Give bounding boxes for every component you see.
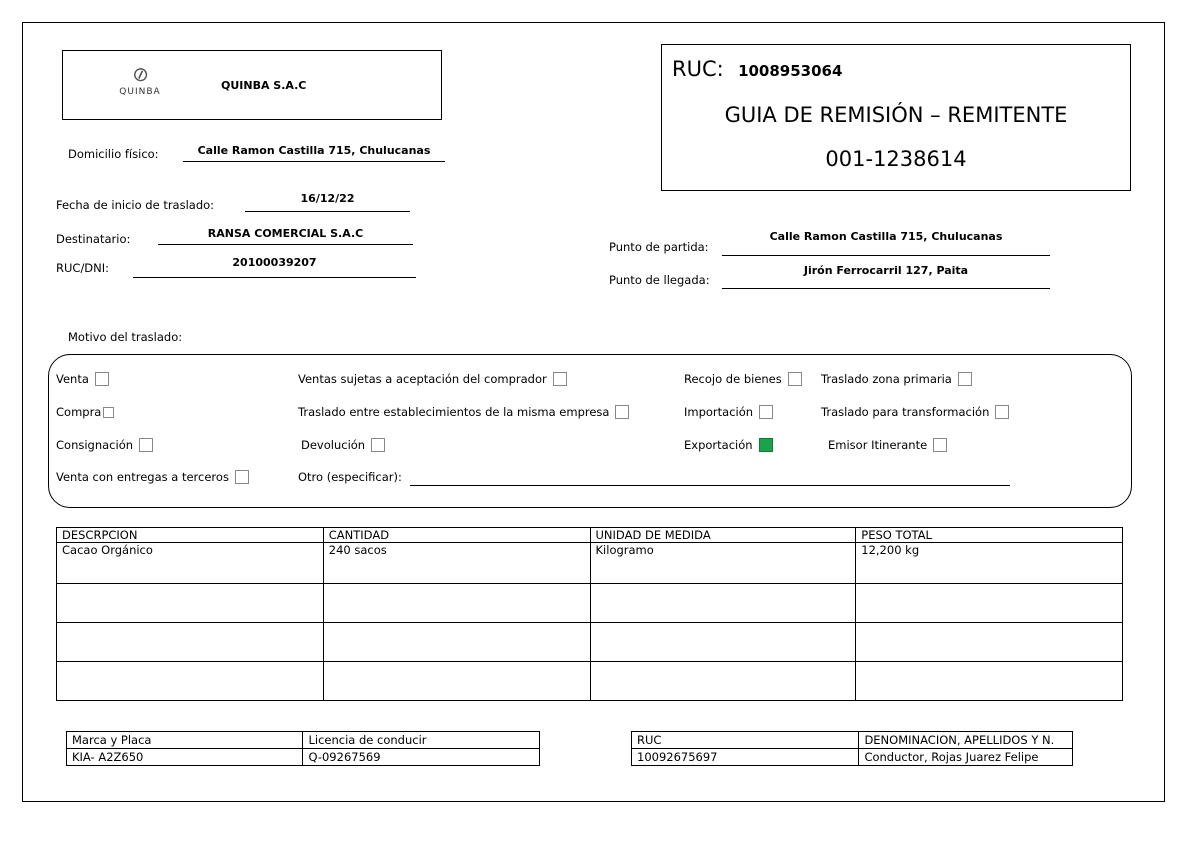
table-cell[interactable]: [323, 623, 590, 662]
table-cell[interactable]: [856, 584, 1123, 623]
table-header-row: [57, 528, 1123, 543]
checkbox-zona-primaria[interactable]: [958, 372, 972, 386]
option-label: Emisor Itinerante: [828, 438, 928, 452]
option-label: Consignación: [56, 438, 134, 452]
domicilio-label: Domicilio físico:: [68, 147, 159, 161]
document-title: GUIA DE REMISIÓN – REMITENTE: [724, 103, 1068, 127]
ruc-label: RUC:: [672, 57, 724, 81]
rucdni-field[interactable]: 20100039207: [133, 256, 416, 278]
table-row: [67, 749, 540, 766]
company-logo: [105, 59, 175, 109]
table-cell[interactable]: Kilogramo: [590, 543, 856, 584]
option-devolucion[interactable]: [301, 438, 385, 452]
ruc-value: 1008953064: [738, 62, 843, 80]
option-transformacion[interactable]: [821, 405, 1009, 419]
table-row: [57, 623, 1123, 662]
logo-text: QUINBA: [119, 87, 161, 97]
header-cell: CANTIDAD: [323, 528, 590, 543]
checkbox-emisor-itinerante[interactable]: [933, 438, 947, 452]
checkbox-traslado-establecimientos[interactable]: [615, 405, 629, 419]
table-cell[interactable]: [57, 584, 324, 623]
domicilio-field[interactable]: Calle Ramon Castilla 715, Chulucanas: [183, 144, 445, 162]
table-cell[interactable]: [323, 584, 590, 623]
option-label: Ventas sujetas a aceptación del comprador: [298, 372, 547, 386]
fecha-label: Fecha de inicio de traslado:: [56, 198, 215, 212]
table-cell[interactable]: Q-09267569: [303, 749, 540, 766]
table-cell[interactable]: [323, 662, 590, 701]
option-venta-terceros[interactable]: [56, 470, 249, 484]
option-label: Devolución: [301, 438, 366, 452]
items-table: [56, 527, 1123, 701]
checkbox-venta-terceros[interactable]: [235, 470, 249, 484]
llegada-label: Punto de llegada:: [609, 273, 710, 287]
header-cell: DESCRPCION: [57, 528, 324, 543]
table-cell[interactable]: [57, 623, 324, 662]
table-row: [57, 584, 1123, 623]
document-number: 001-1238614: [825, 147, 967, 171]
option-compra[interactable]: [56, 405, 114, 419]
driver-table: [631, 731, 1073, 766]
option-venta[interactable]: [56, 372, 109, 386]
table-cell[interactable]: 240 sacos: [323, 543, 590, 584]
table-cell[interactable]: [590, 623, 856, 662]
motivo-title: Motivo del traslado:: [68, 330, 183, 344]
option-label: Exportación: [684, 438, 753, 452]
option-label: Venta con entregas a terceros: [56, 470, 229, 484]
company-name: QUINBA S.A.C: [221, 79, 307, 92]
header-cell: RUC: [632, 732, 859, 749]
vehicle-table: [66, 731, 540, 766]
option-label: Traslado entre establecimientos de la misma empresa: [298, 405, 610, 419]
option-label: Otro (especificar):: [298, 470, 402, 484]
header-cell: DENOMINACION, APELLIDOS Y N.: [859, 732, 1073, 749]
checkbox-importacion[interactable]: [759, 405, 773, 419]
table-cell[interactable]: Conductor, Rojas Juarez Felipe: [859, 749, 1073, 766]
option-ventas-sujetas[interactable]: [298, 372, 567, 386]
option-label: Compra: [56, 405, 102, 419]
option-label: Venta: [56, 372, 89, 386]
table-header-row: [632, 732, 1073, 749]
checkbox-ventas-sujetas[interactable]: [553, 372, 567, 386]
table-cell[interactable]: [856, 662, 1123, 701]
otro-input[interactable]: [410, 470, 1010, 486]
checkbox-exportacion[interactable]: [759, 438, 773, 452]
option-label: Traslado para transformación: [821, 405, 990, 419]
partida-label: Punto de partida:: [609, 240, 709, 254]
checkbox-consignacion[interactable]: [139, 438, 153, 452]
checkbox-compra[interactable]: [103, 407, 114, 418]
fecha-field[interactable]: 16/12/22: [245, 192, 410, 212]
header-cell: PESO TOTAL: [856, 528, 1123, 543]
table-cell[interactable]: [856, 623, 1123, 662]
ruc-line: [672, 57, 842, 81]
checkbox-venta[interactable]: [95, 372, 109, 386]
table-row: [57, 662, 1123, 701]
option-exportacion[interactable]: [684, 438, 773, 452]
table-cell[interactable]: KIA- A2Z650: [67, 749, 303, 766]
table-cell[interactable]: [57, 662, 324, 701]
option-recojo[interactable]: [684, 372, 802, 386]
llegada-field[interactable]: Jirón Ferrocarril 127, Paita: [722, 264, 1050, 289]
option-zona-primaria[interactable]: [821, 372, 972, 386]
option-otro[interactable]: [298, 470, 402, 484]
option-traslado-establecimientos[interactable]: [298, 405, 629, 419]
partida-field[interactable]: Calle Ramon Castilla 715, Chulucanas: [722, 230, 1050, 256]
table-cell[interactable]: [590, 662, 856, 701]
checkbox-devolucion[interactable]: [371, 438, 385, 452]
ruc-box: [661, 44, 1131, 191]
table-row: [57, 543, 1123, 584]
header-cell: Licencia de conducir: [303, 732, 540, 749]
destinatario-label: Destinatario:: [56, 232, 131, 246]
table-cell[interactable]: [590, 584, 856, 623]
option-importacion[interactable]: [684, 405, 773, 419]
option-label: Importación: [684, 405, 754, 419]
option-label: Recojo de bienes: [684, 372, 782, 386]
option-consignacion[interactable]: [56, 438, 153, 452]
table-cell[interactable]: Cacao Orgánico: [57, 543, 324, 584]
checkbox-recojo[interactable]: [788, 372, 802, 386]
header-cell: UNIDAD DE MEDIDA: [590, 528, 856, 543]
cacao-leaf-icon: ⊘: [128, 59, 152, 89]
company-box: [62, 50, 442, 120]
checkbox-transformacion[interactable]: [995, 405, 1009, 419]
table-cell[interactable]: 10092675697: [632, 749, 859, 766]
table-header-row: [67, 732, 540, 749]
option-emisor-itinerante[interactable]: [828, 438, 947, 452]
table-row: [632, 749, 1073, 766]
rucdni-label: RUC/DNI:: [56, 261, 110, 275]
header-cell: Marca y Placa: [67, 732, 303, 749]
table-cell[interactable]: 12,200 kg: [856, 543, 1123, 584]
destinatario-field[interactable]: RANSA COMERCIAL S.A.C: [158, 227, 413, 245]
option-label: Traslado zona primaria: [821, 372, 952, 386]
